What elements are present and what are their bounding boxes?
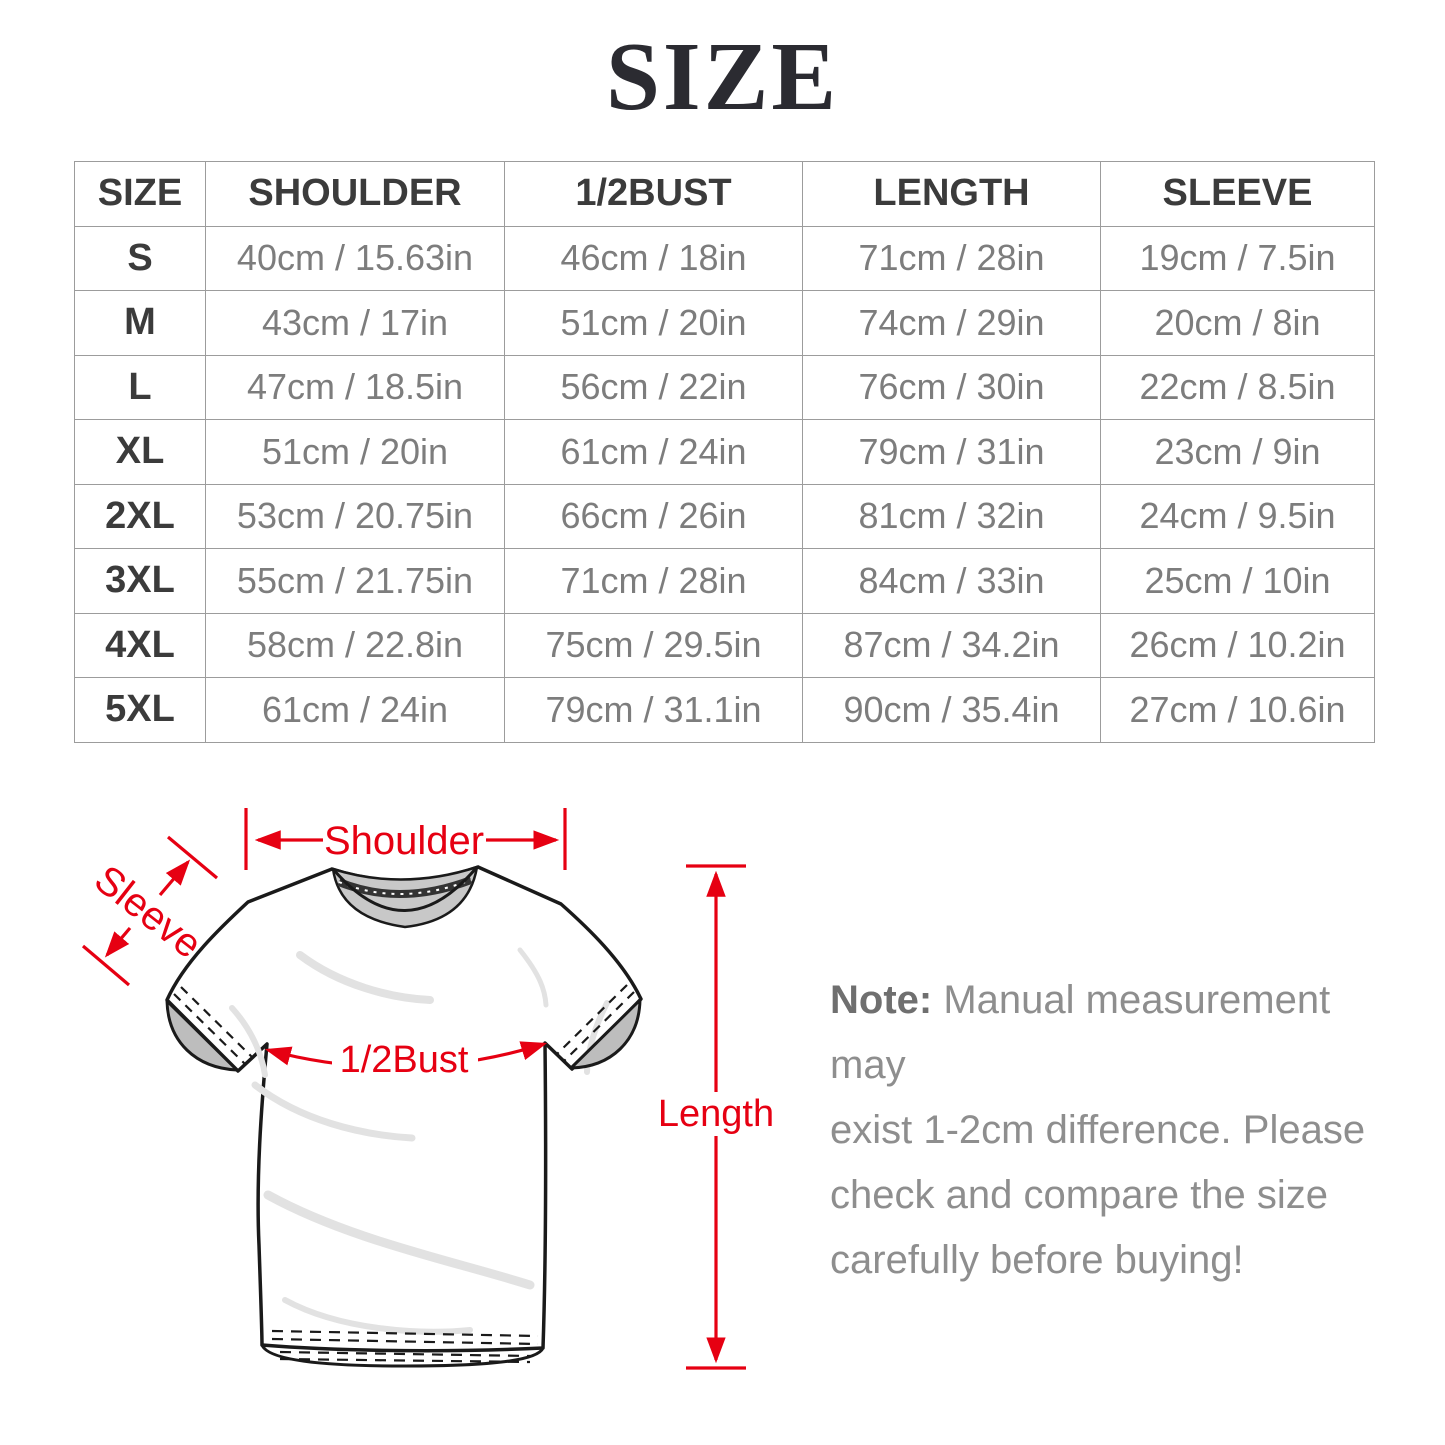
size-cell: 3XL (75, 549, 206, 614)
bust-cell: 79cm / 31.1in (505, 678, 803, 743)
bust-cell: 56cm / 22in (505, 355, 803, 420)
shoulder-cell: 58cm / 22.8in (206, 613, 505, 678)
bust-cell: 75cm / 29.5in (505, 613, 803, 678)
shoulder-cell: 47cm / 18.5in (206, 355, 505, 420)
col-header-shoulder: SHOULDER (206, 162, 505, 227)
bust-label: 1/2Bust (339, 1039, 469, 1081)
shoulder-cell: 55cm / 21.75in (206, 549, 505, 614)
table-row (75, 549, 1375, 614)
length-cell: 81cm / 32in (803, 484, 1101, 549)
sleeve-cell: 26cm / 10.2in (1101, 613, 1375, 678)
size-table (74, 161, 1375, 743)
bust-cell: 61cm / 24in (505, 420, 803, 485)
length-cell: 74cm / 29in (803, 291, 1101, 356)
bust-cell: 66cm / 26in (505, 484, 803, 549)
sleeve-cell: 19cm / 7.5in (1101, 226, 1375, 291)
tshirt-measurement-diagram (55, 780, 775, 1420)
col-header-sleeve: SLEEVE (1101, 162, 1375, 227)
note-line-text: Manual measurement may (830, 978, 1331, 1087)
note-text (830, 968, 1390, 1293)
shoulder-cell: 43cm / 17in (206, 291, 505, 356)
size-cell: S (75, 226, 206, 291)
table-row (75, 226, 1375, 291)
tshirt-body (167, 867, 641, 1351)
length-cell: 90cm / 35.4in (803, 678, 1101, 743)
note-line: carefully before buying! (830, 1238, 1244, 1282)
col-header-bust: 1/2BUST (505, 162, 803, 227)
page-title: SIZE (605, 23, 840, 130)
bust-cell: 51cm / 20in (505, 291, 803, 356)
shoulder-cell: 40cm / 15.63in (206, 226, 505, 291)
tshirt-diagram-svg (55, 780, 775, 1420)
sleeve-label: Sleeve (86, 857, 210, 967)
sleeve-arrow-down (107, 928, 130, 955)
length-cell: 87cm / 34.2in (803, 613, 1101, 678)
length-cell: 84cm / 33in (803, 549, 1101, 614)
bust-cell: 46cm / 18in (505, 226, 803, 291)
length-cell: 79cm / 31in (803, 420, 1101, 485)
note-line (830, 968, 1390, 1098)
sleeve-cell: 24cm / 9.5in (1101, 484, 1375, 549)
col-header-length: LENGTH (803, 162, 1101, 227)
col-header-size: SIZE (75, 162, 206, 227)
sleeve-arrow-up (160, 862, 188, 895)
table-header-row (75, 162, 1375, 227)
note-line: check and compare the size (830, 1173, 1329, 1217)
note-label: Note: (830, 978, 933, 1022)
bust-cell: 71cm / 28in (505, 549, 803, 614)
size-cell: XL (75, 420, 206, 485)
sleeve-tick-top (168, 837, 217, 878)
table-row (75, 678, 1375, 743)
length-cell: 71cm / 28in (803, 226, 1101, 291)
sleeve-cell: 25cm / 10in (1101, 549, 1375, 614)
shoulder-label: Shoulder (323, 819, 485, 863)
table-row (75, 484, 1375, 549)
sleeve-cell: 27cm / 10.6in (1101, 678, 1375, 743)
size-cell: 4XL (75, 613, 206, 678)
size-cell: L (75, 355, 206, 420)
size-cell: 2XL (75, 484, 206, 549)
sleeve-cell: 22cm / 8.5in (1101, 355, 1375, 420)
sleeve-cell: 23cm / 9in (1101, 420, 1375, 485)
length-cell: 76cm / 30in (803, 355, 1101, 420)
table-row (75, 420, 1375, 485)
table-row (75, 355, 1375, 420)
size-cell: M (75, 291, 206, 356)
shoulder-cell: 61cm / 24in (206, 678, 505, 743)
size-cell: 5XL (75, 678, 206, 743)
table-row (75, 291, 1375, 356)
shoulder-cell: 53cm / 20.75in (206, 484, 505, 549)
tshirt-illustration (167, 867, 641, 1366)
shoulder-cell: 51cm / 20in (206, 420, 505, 485)
sleeve-cell: 20cm / 8in (1101, 291, 1375, 356)
sleeve-tick-bottom (83, 946, 129, 985)
table-row (75, 613, 1375, 678)
note-line: exist 1-2cm difference. Please (830, 1108, 1366, 1152)
length-label: Length (657, 1093, 775, 1135)
